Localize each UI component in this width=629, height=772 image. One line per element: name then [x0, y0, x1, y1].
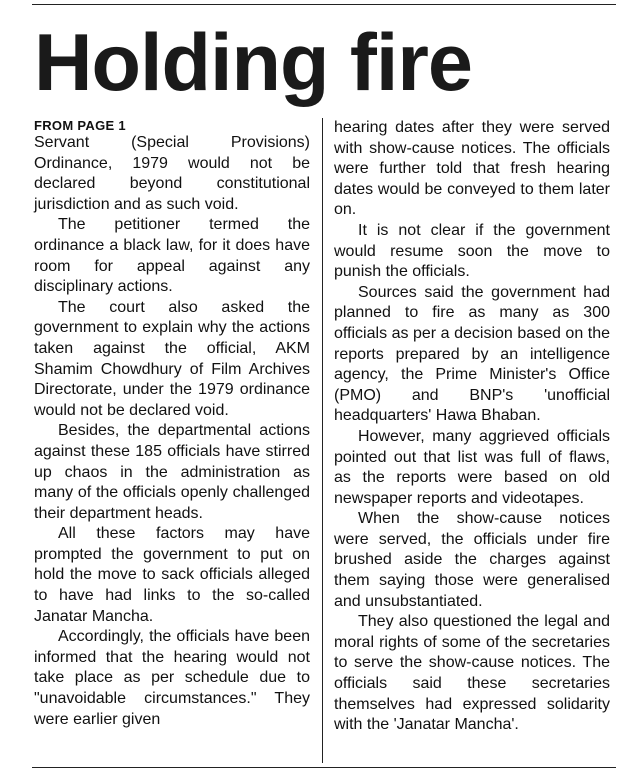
paragraph: All these factors may have prompted the government to put on hold the move to sack officials alleged to have had links to the so-called Janatar Mancha.: [34, 525, 310, 625]
paragraph: Sources said the government had planned to fire as many as 300 officials as per a decision based on the reports prepared by an intelligence agency, the Prime Minister's Office (PMO) and BNP's 'unofficial headquarters' Hawa Bhaban.: [334, 283, 610, 425]
right-column: [334, 118, 610, 736]
left-column: [34, 118, 310, 730]
column-divider: [322, 118, 323, 763]
paragraph: It is not clear if the government would resume soon the move to punish the officials.: [334, 221, 610, 281]
paragraph: They also questioned the legal and moral rights of some of the secretaries to serve the show-cause notices. The officials said these secretaries themselves had expressed solidarity with the 'Janatar Mancha'.: [334, 613, 610, 734]
paragraph: However, many aggrieved officials pointed out that list was full of flaws, as the reports were based on old newspaper reports and videotapes.: [334, 427, 610, 507]
kicker: FROM PAGE 1: [34, 118, 126, 133]
bottom-rule: [32, 767, 616, 768]
paragraph: Servant (Special Provisions) Ordinance, 1979 would not be declared beyond constitutional jurisdiction and as such void.: [34, 134, 310, 213]
paragraph: Besides, the departmental actions against these 185 officials have stirred up chaos in the administration as many of the officials openly challenged their department heads.: [34, 422, 310, 522]
paragraph: hearing dates after they were served with show-cause notices. The officials were further told that fresh hearing dates would be conveyed to them later on.: [334, 119, 610, 219]
top-rule: [32, 4, 616, 5]
paragraph: When the show-cause notices were served, the officials under fire brushed aside the charges against them saying those were generalised and unsubstantiated.: [334, 510, 610, 610]
headline: Holding fire: [34, 18, 472, 108]
paragraph: The court also asked the government to explain why the actions taken against the official, AKM Shamim Chowdhury of Film Archives Directorate, under the 1979 ordinance would not be declared void.: [34, 298, 310, 419]
paragraph: Accordingly, the officials have been informed that the hearing would not take place as per schedule due to "unavoidable circumstances." They were earlier given: [34, 628, 310, 728]
paragraph: The petitioner termed the ordinance a black law, for it does have room for appeal against any disciplinary actions.: [34, 216, 310, 296]
